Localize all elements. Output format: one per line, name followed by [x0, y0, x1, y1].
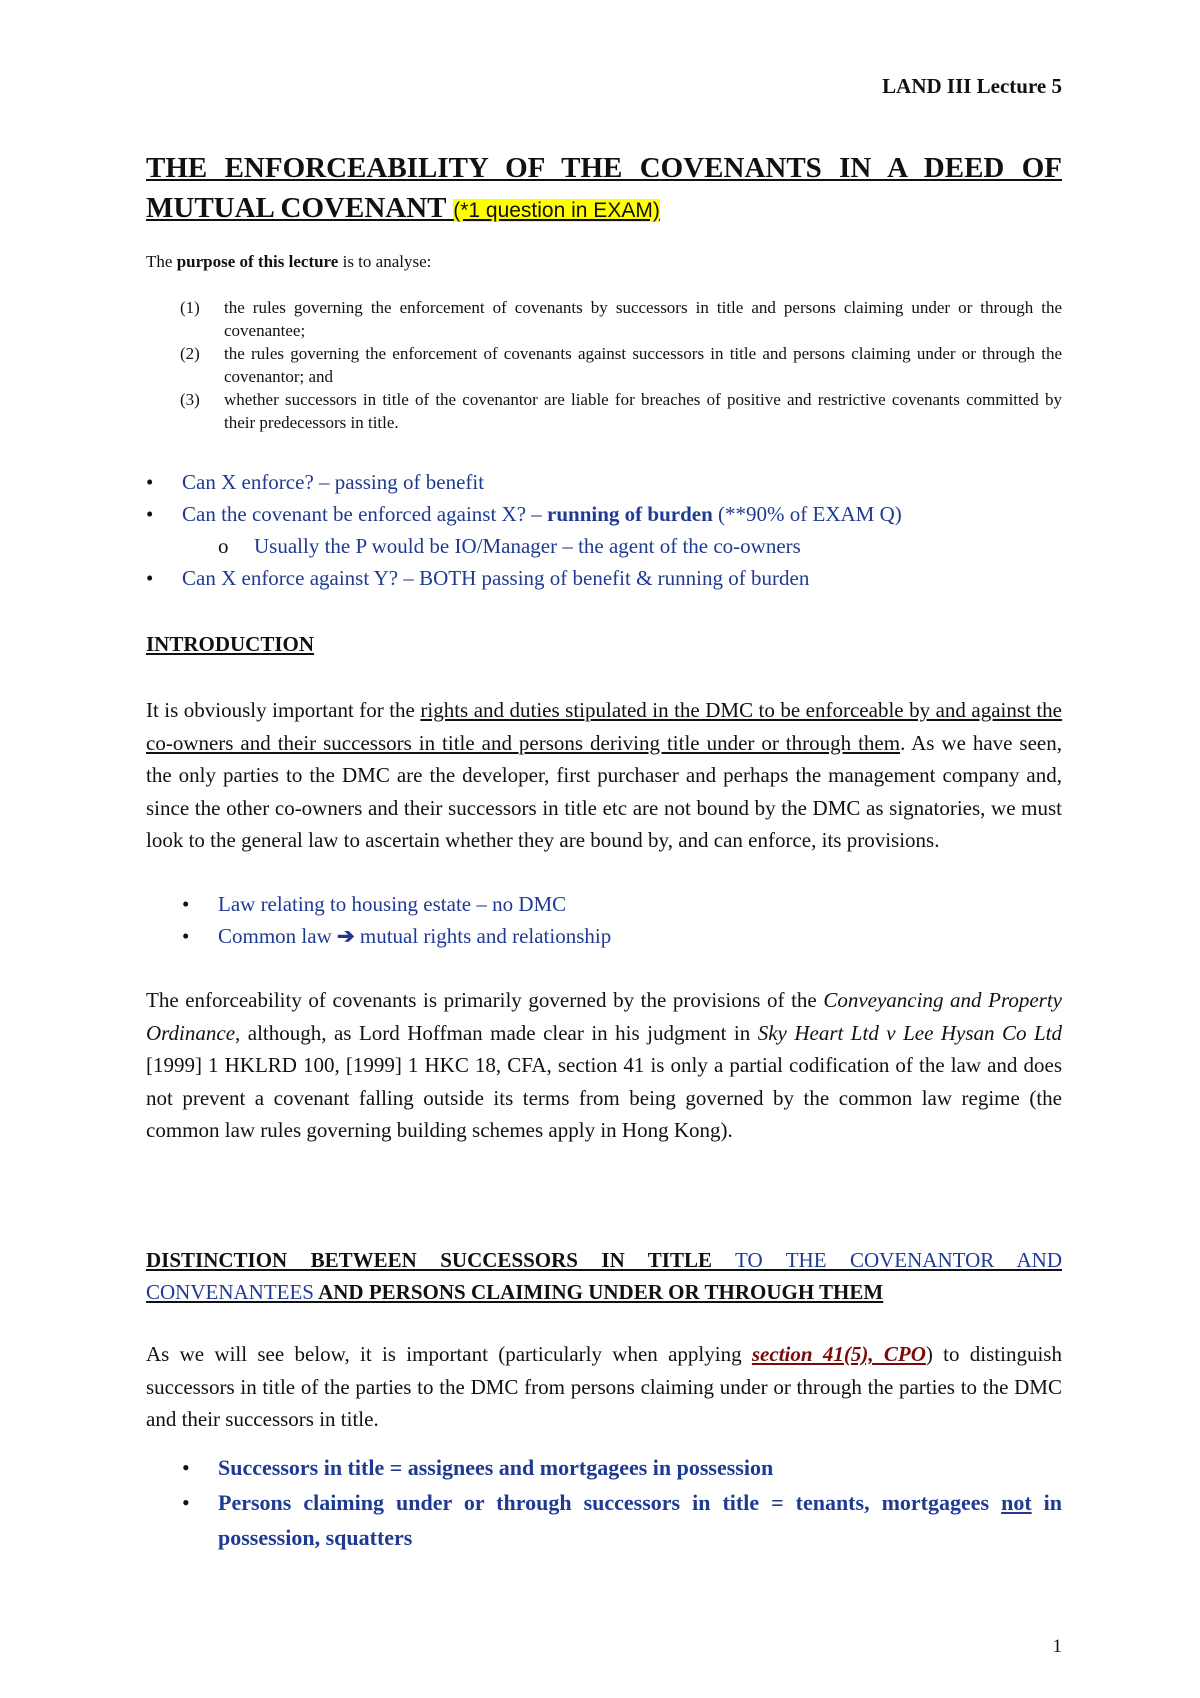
intro-bullet-text	[218, 920, 1062, 952]
title-main: THE ENFORCEABILITY OF THE COVENANTS IN A DEED OF MUTUAL COVENANT	[146, 152, 1062, 224]
list-item	[146, 888, 1062, 920]
common-law-text: Common law	[218, 924, 337, 948]
list-item	[146, 388, 1062, 434]
enf-text-b: , although, as Lord Hoffman made clear in his judgment in	[235, 1020, 758, 1045]
intro-bullet-text: Law relating to housing estate – no DMC	[218, 892, 567, 916]
notes-bullets	[146, 466, 1062, 594]
note-burden	[182, 498, 902, 530]
enf-text-c: [1999] 1 HKLRD 100, [1999] 1 HKC 18, CFA, section 41 is only a partial codification of the law and does not prevent a covenant falling outside its terms from being governed by the common law regime (the common law rules governing building schemes apply in Hong Kong).	[146, 1053, 1062, 1142]
list-number: (2)	[180, 344, 200, 363]
bullet-icon: •	[182, 924, 190, 948]
persons-claiming-definition	[218, 1485, 1062, 1555]
bullet-icon: •	[182, 892, 190, 916]
list-item	[146, 530, 1062, 562]
list-item	[146, 296, 1062, 342]
distinction-heading	[146, 1244, 1062, 1308]
bullet-icon: •	[182, 1455, 190, 1480]
note-benefit: Can X enforce? – passing of benefit	[182, 470, 485, 494]
intro-text-b: . As we have seen, the only parties to the DMC are the developer, first purchaser and perhaps the management company and, since the other co-owners and their successors in title etc are not bound by the DMC as signatories, we must look to the general law to ascertain whether they are bound by, and can enforce, its provisions.	[146, 730, 1062, 852]
purpose-suffix: is to analyse:	[338, 252, 432, 271]
note-both: Can X enforce against Y? – BOTH passing of benefit & running of burden	[182, 566, 810, 590]
list-item	[146, 1485, 1062, 1555]
intro-text-a: It is obviously important for the	[146, 698, 421, 722]
page-number: 1	[1052, 1636, 1062, 1657]
persons-text-b: in possession, squatters	[218, 1490, 1062, 1550]
note-burden-sub: Usually the P would be IO/Manager – the agent of the co-owners	[254, 534, 801, 558]
note-burden-bold: running of burden	[547, 502, 713, 526]
distinction-heading-b: TO THE COVENANTOR AND CONVENANTEES	[146, 1248, 1062, 1304]
persons-text-a: Persons claiming under or through successors in title = tenants, mortgagees	[218, 1490, 1002, 1515]
mutual-rights-text: mutual rights and relationship	[354, 924, 612, 948]
list-item	[146, 342, 1062, 388]
list-item	[146, 466, 1062, 498]
title-highlight-note: (*1 question in EXAM)	[453, 199, 660, 222]
distinction-heading-c: AND PERSONS CLAIMING UNDER OR THROUGH THEM	[314, 1280, 884, 1304]
purpose-prefix: The	[146, 252, 177, 271]
successors-definition: Successors in title = assignees and mortgagees in possession	[218, 1455, 774, 1480]
enforceability-paragraph	[146, 984, 1062, 1147]
bullet-icon: •	[182, 1490, 190, 1515]
analyse-list	[146, 296, 1062, 434]
section-reference: section 41(5), CPO	[751, 1342, 926, 1366]
intro-underlined: rights and duties stipulated in the DMC to be enforceable by and against the co-owners and their successors in title and persons deriving title under or through them	[146, 698, 1062, 755]
distinction-text-a: As we will see below, it is important (particularly when applying	[146, 1342, 752, 1366]
document-title	[146, 148, 1062, 231]
intro-bullets	[146, 888, 1062, 952]
list-item	[146, 1450, 1062, 1485]
list-number: (1)	[180, 298, 200, 317]
distinction-paragraph	[146, 1338, 1062, 1436]
sub-bullet-icon: o	[218, 534, 229, 558]
introduction-heading: INTRODUCTION	[146, 632, 315, 656]
case-name: Sky Heart Ltd v Lee Hysan Co Ltd	[757, 1020, 1062, 1045]
list-item	[146, 920, 1062, 952]
list-text: the rules governing the enforcement of covenants by successors in title and persons claiming under or through the covenantee;	[224, 298, 1062, 340]
bullet-icon: •	[146, 502, 154, 526]
list-text: whether successors in title of the covenantor are liable for breaches of positive and restrictive covenants committed by their predecessors in title.	[224, 390, 1062, 432]
running-header: LAND III Lecture 5	[882, 74, 1062, 98]
list-text: the rules governing the enforcement of covenants against successors in title and persons claiming under or through the covenantor; and	[224, 344, 1062, 386]
introduction-paragraph	[146, 694, 1062, 857]
arrow-right-icon: ➔	[337, 924, 355, 948]
distinction-text-b: ) to distinguish successors in title of the parties to the DMC from persons claiming under or through the parties to the DMC and their successors in title.	[146, 1342, 1062, 1431]
ordinance-name: Conveyancing and Property Ordinance	[146, 988, 1062, 1045]
persons-not: not	[1001, 1490, 1032, 1515]
list-item	[146, 498, 1062, 530]
definition-bullets	[146, 1450, 1062, 1555]
list-item	[146, 562, 1062, 594]
note-burden-pre: Can the covenant be enforced against X? –	[182, 502, 548, 526]
distinction-heading-a: DISTINCTION BETWEEN SUCCESSORS IN TITLE	[146, 1248, 712, 1272]
bullet-icon: •	[146, 470, 154, 494]
bullet-icon: •	[146, 566, 154, 590]
list-number: (3)	[180, 390, 200, 409]
enf-text-a: The enforceability of covenants is primarily governed by the provisions of the	[146, 988, 824, 1012]
purpose-line	[146, 252, 431, 272]
note-burden-post: (**90% of EXAM Q)	[712, 502, 902, 526]
purpose-bold: purpose of this lecture	[176, 252, 339, 271]
